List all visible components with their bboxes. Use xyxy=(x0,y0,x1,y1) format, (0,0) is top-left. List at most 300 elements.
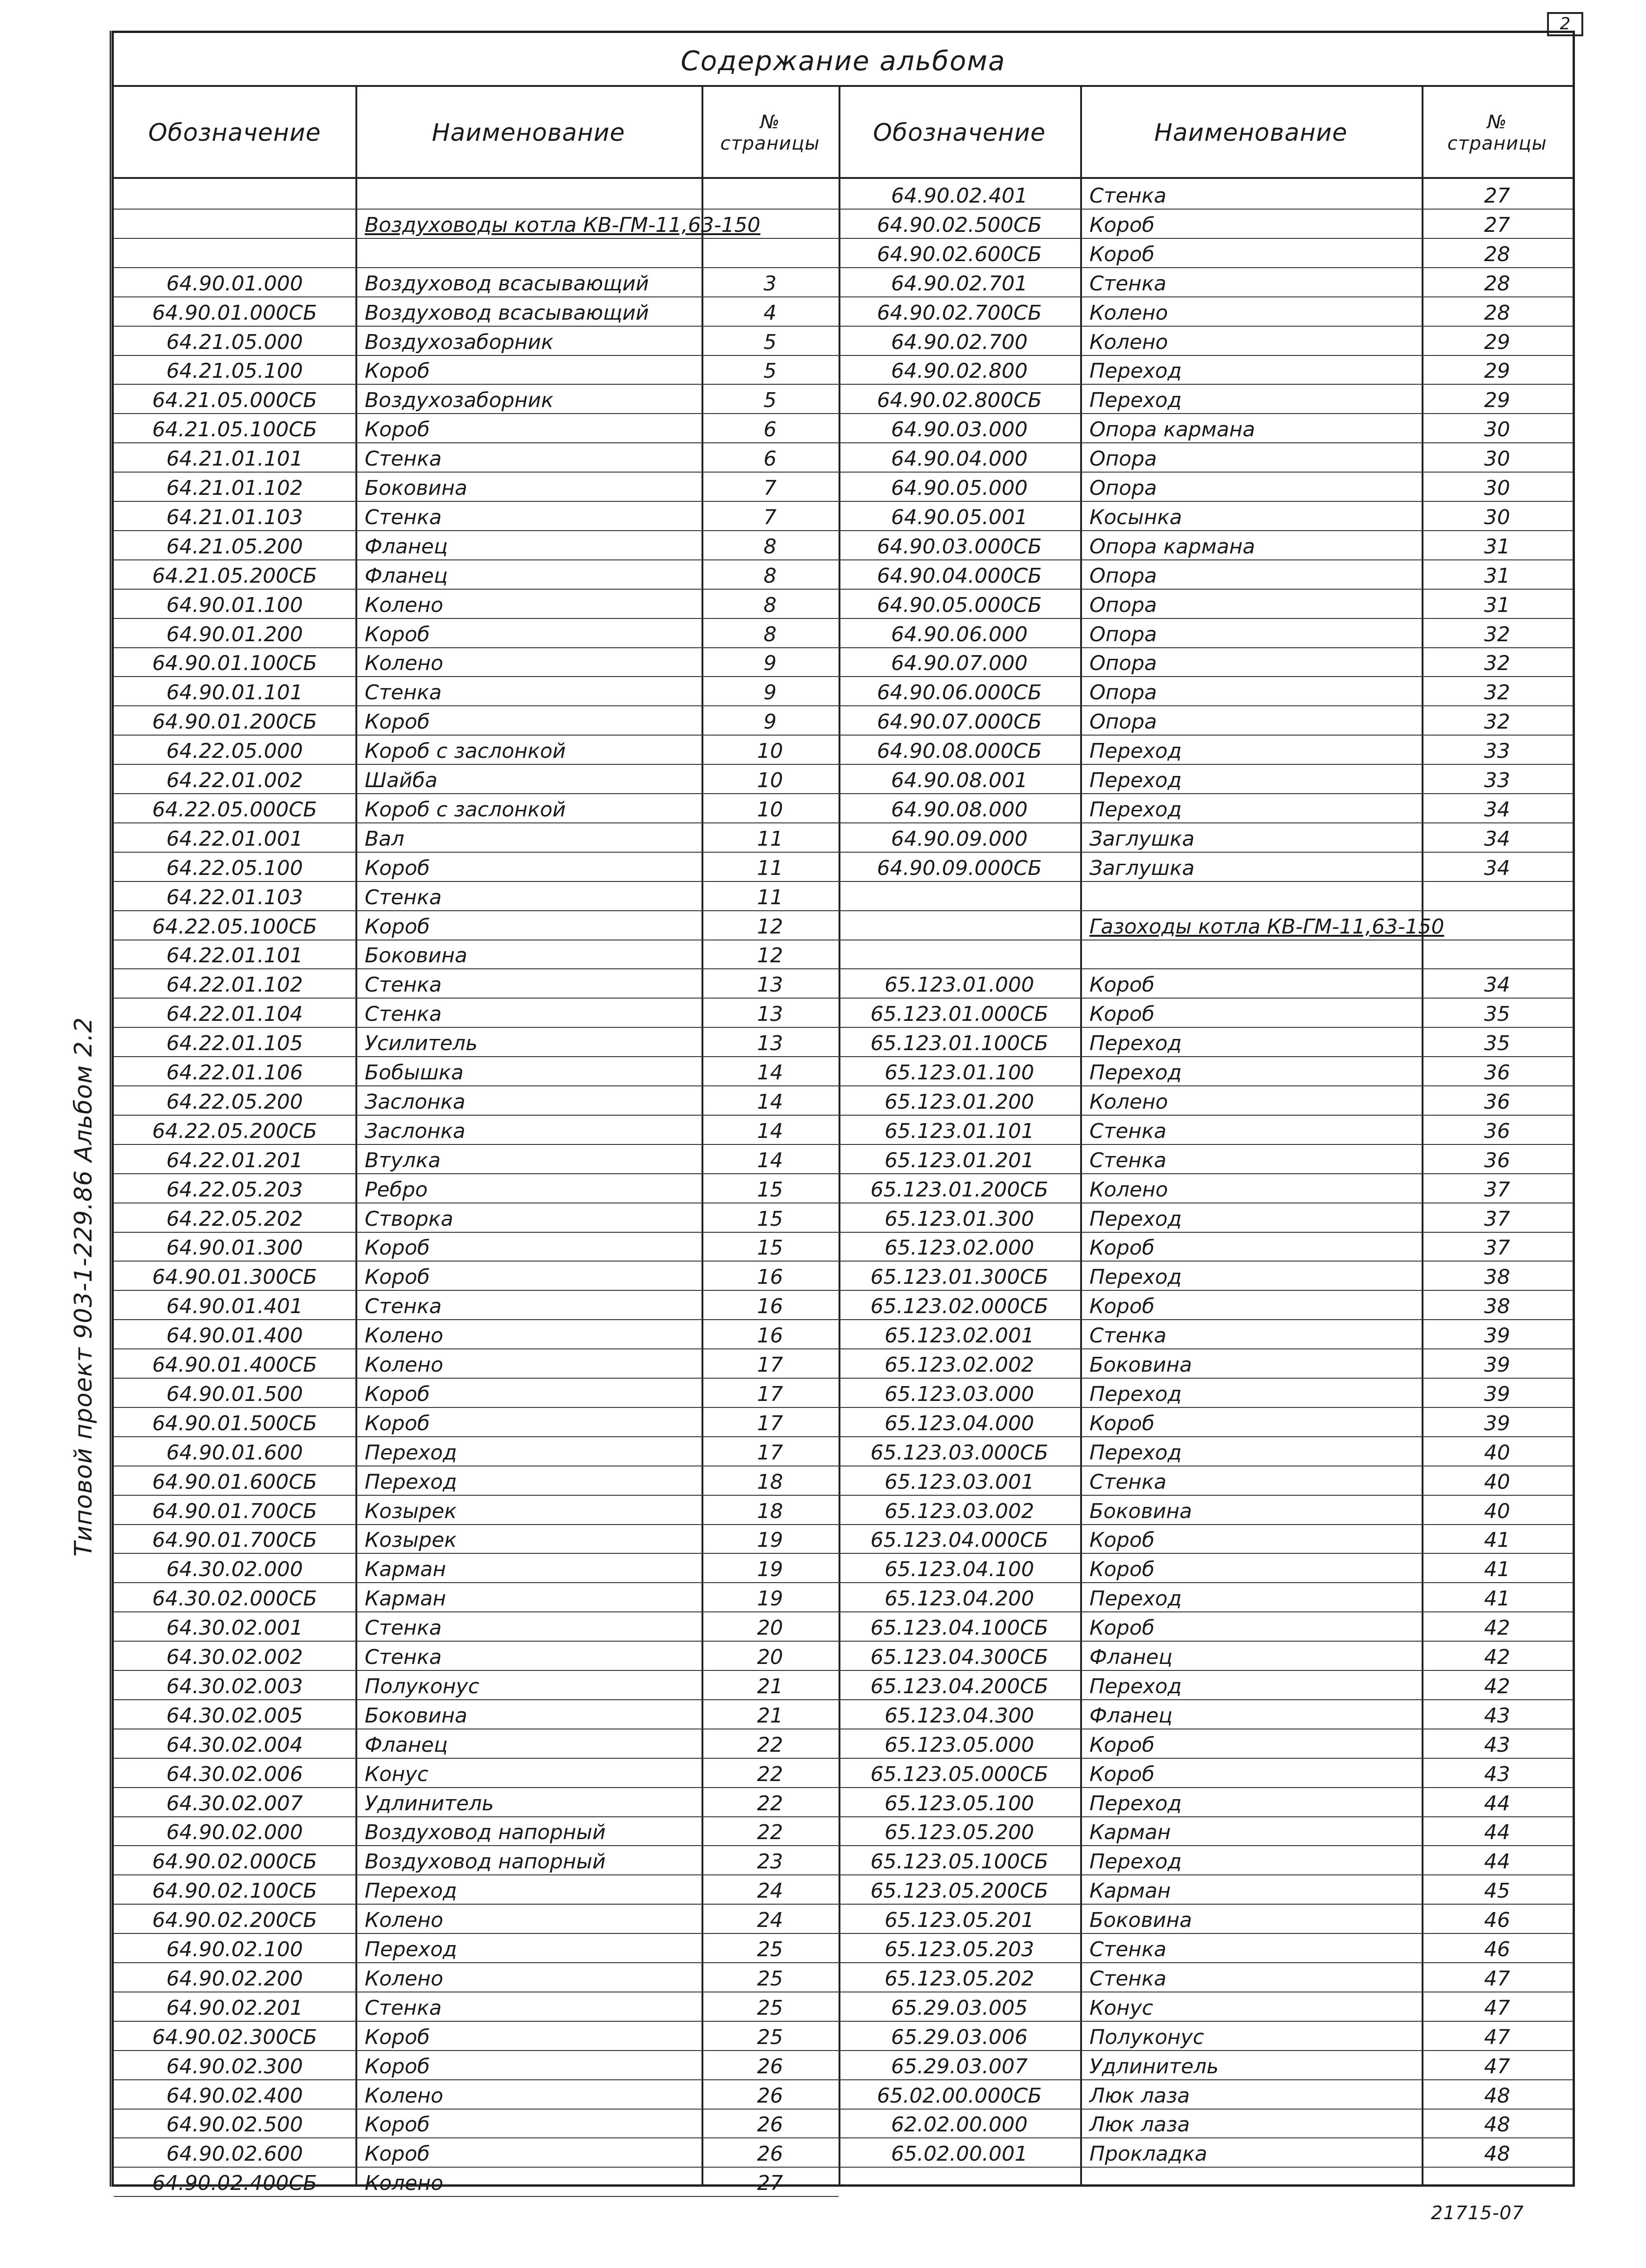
table-row xyxy=(114,1027,839,1057)
row-page-number: 28 xyxy=(1484,301,1510,325)
row-designation: 64.90.04.000 xyxy=(891,447,1028,471)
row-name: Короб xyxy=(365,710,430,734)
row-name: Заслонка xyxy=(365,1119,466,1143)
row-page-number: 30 xyxy=(1484,476,1510,500)
row-name: Карман xyxy=(1089,1879,1171,1903)
row-page-number: 47 xyxy=(1484,1966,1510,1991)
row-page-number: 36 xyxy=(1484,1061,1510,1085)
row-page-number: 32 xyxy=(1484,710,1510,734)
row-designation: 65.123.05.200 xyxy=(885,1821,1034,1845)
table-row xyxy=(839,1466,1573,1496)
row-designation: 64.90.02.100 xyxy=(166,1938,303,1961)
table-row xyxy=(839,1524,1573,1554)
row-page-number: 32 xyxy=(1484,622,1510,646)
table-row xyxy=(114,1933,839,1963)
table-row xyxy=(839,1027,1573,1057)
row-designation: 64.90.08.000СБ xyxy=(877,739,1042,763)
row-designation: 64.90.01.600 xyxy=(166,1440,303,1465)
row-designation: 65.123.01.100СБ xyxy=(870,1032,1049,1056)
section-heading: Воздуховоды котла КВ-ГМ-11,63-150 xyxy=(365,213,761,237)
row-designation: 65.123.05.200СБ xyxy=(870,1879,1049,1903)
side-rule xyxy=(110,31,111,2187)
row-page-number: 47 xyxy=(1484,1996,1510,2020)
row-page-number xyxy=(1422,911,1573,940)
row-page-number: 25 xyxy=(757,2025,783,2049)
row-designation: 64.90.03.000 xyxy=(891,418,1028,442)
row-page-number: 30 xyxy=(1484,418,1510,442)
table-row xyxy=(114,1232,839,1262)
row-name: Короб xyxy=(365,2113,430,2137)
row-name: Короб xyxy=(365,1411,430,1435)
contents-table xyxy=(111,31,1575,2196)
row-name: Короб xyxy=(365,622,430,646)
row-page-number: 22 xyxy=(757,1791,783,1815)
row-designation: 65.29.03.006 xyxy=(891,2025,1028,2049)
row-name: Козырек xyxy=(365,1528,457,1552)
row-designation: 64.30.02.006 xyxy=(166,1762,303,1786)
row-name: Опора кармана xyxy=(1089,534,1255,559)
row-designation: 65.123.05.202 xyxy=(885,1966,1034,1991)
row-page-number: 8 xyxy=(763,534,777,559)
row-designation: 65.123.05.000 xyxy=(885,1733,1034,1757)
row-designation: 64.90.09.000 xyxy=(891,827,1028,851)
row-designation: 64.22.05.100СБ xyxy=(152,914,317,939)
row-designation: 65.123.03.001 xyxy=(885,1470,1034,1494)
row-designation: 65.29.03.005 xyxy=(891,1996,1028,2020)
table-row xyxy=(839,823,1573,853)
row-designation: 64.90.02.600 xyxy=(166,2142,303,2166)
table-row xyxy=(114,1670,839,1700)
row-designation: 65.123.01.100 xyxy=(885,1061,1034,1085)
row-name: Боковина xyxy=(365,1703,467,1728)
row-page-number: 25 xyxy=(757,1966,783,1991)
row-page-number: 35 xyxy=(1484,1002,1510,1026)
table-row xyxy=(114,998,839,1028)
row-name: Переход xyxy=(1089,1587,1182,1611)
row-page-number: 8 xyxy=(763,622,777,646)
row-designation: 64.22.01.103 xyxy=(166,885,303,909)
row-designation xyxy=(839,911,1080,940)
table-row xyxy=(839,1758,1573,1788)
row-page-number: 26 xyxy=(757,2054,783,2078)
table-row xyxy=(114,1349,839,1379)
row-name: Колено xyxy=(1089,1090,1168,1114)
row-page-number: 48 xyxy=(1484,2084,1510,2108)
row-name: Переход xyxy=(365,1440,457,1465)
table-row xyxy=(114,384,839,414)
row-designation: 65.123.04.200СБ xyxy=(870,1674,1049,1698)
row-name xyxy=(355,180,702,209)
header-page-number-sign: № xyxy=(760,112,780,133)
row-designation xyxy=(839,881,1080,910)
table-row xyxy=(839,1875,1573,1905)
row-designation: 64.22.01.105 xyxy=(166,1032,303,1056)
table-row xyxy=(839,998,1573,1028)
row-page-number: 30 xyxy=(1484,447,1510,471)
table-row xyxy=(839,940,1573,969)
row-designation xyxy=(839,940,1080,968)
row-page-number xyxy=(1422,881,1573,910)
row-page-number: 11 xyxy=(757,885,783,909)
row-designation: 64.22.05.200 xyxy=(166,1090,303,1114)
row-page-number: 46 xyxy=(1484,1938,1510,1961)
row-name: Колено xyxy=(365,1966,444,1991)
row-name: Переход xyxy=(1089,1382,1182,1406)
row-name: Короб xyxy=(365,1382,430,1406)
row-page-number: 16 xyxy=(757,1295,783,1319)
row-name xyxy=(1080,881,1422,910)
row-name: Колено xyxy=(1089,330,1168,354)
row-name: Воздухозаборник xyxy=(365,388,554,413)
row-designation: 62.02.00.000 xyxy=(891,2113,1028,2137)
row-name: Стенка xyxy=(365,1616,442,1640)
page-title: Содержание альбома xyxy=(681,45,1006,77)
row-page-number: 26 xyxy=(757,2113,783,2137)
table-row xyxy=(839,1583,1573,1612)
row-page-number: 36 xyxy=(1484,1119,1510,1143)
table-row xyxy=(839,1086,1573,1116)
row-designation: 64.90.04.000СБ xyxy=(877,564,1042,588)
row-name: Прокладка xyxy=(1089,2142,1207,2166)
row-name xyxy=(1080,940,1422,968)
row-designation: 64.90.06.000СБ xyxy=(877,681,1042,705)
table-row xyxy=(114,735,839,765)
table-row xyxy=(839,1144,1573,1174)
row-page-number: 11 xyxy=(757,856,783,880)
row-name: Опора xyxy=(1089,681,1157,705)
row-page-number: 10 xyxy=(757,739,783,763)
row-designation: 64.90.02.701 xyxy=(891,271,1028,296)
row-designation: 65.123.03.002 xyxy=(885,1499,1034,1523)
table-row xyxy=(839,794,1573,823)
row-page-number: 12 xyxy=(757,914,783,939)
table-row xyxy=(839,647,1573,677)
table-row xyxy=(839,1670,1573,1700)
row-page-number: 38 xyxy=(1484,1295,1510,1319)
row-page-number: 7 xyxy=(763,505,777,529)
table-row xyxy=(839,2051,1573,2080)
table-row xyxy=(839,881,1573,911)
row-designation: 64.90.02.700СБ xyxy=(877,301,1042,325)
table-row xyxy=(839,1788,1573,1817)
table-row xyxy=(114,1115,839,1145)
table-row xyxy=(114,881,839,911)
row-designation: 64.30.02.003 xyxy=(166,1674,303,1698)
table-row xyxy=(114,764,839,794)
table-row xyxy=(114,2021,839,2051)
row-name: Короб с заслонкой xyxy=(365,739,566,763)
table-row xyxy=(114,1788,839,1817)
header-name-right: Наименование xyxy=(1154,119,1348,147)
row-name: Полуконус xyxy=(1089,2025,1204,2049)
row-designation: 65.123.02.001 xyxy=(885,1324,1034,1348)
row-name: Опора xyxy=(1089,622,1157,646)
row-page-number: 5 xyxy=(763,388,777,413)
row-page-number: 16 xyxy=(757,1265,783,1289)
table-row xyxy=(839,1320,1573,1349)
row-page-number: 41 xyxy=(1484,1587,1510,1611)
row-designation: 64.90.02.200СБ xyxy=(152,1908,317,1933)
row-designation: 64.30.02.000СБ xyxy=(152,1587,317,1611)
row-designation: 64.30.02.002 xyxy=(166,1645,303,1669)
row-page-number: 14 xyxy=(757,1061,783,1085)
row-designation: 64.30.02.004 xyxy=(166,1733,303,1757)
row-designation: 64.90.01.200СБ xyxy=(152,710,317,734)
row-name: Короб xyxy=(365,1236,430,1260)
row-page-number: 34 xyxy=(1484,973,1510,997)
table-row xyxy=(839,326,1573,356)
row-name: Боковина xyxy=(1089,1353,1192,1377)
row-name: Переход xyxy=(365,1879,457,1903)
table-row xyxy=(839,1904,1573,1934)
table-row xyxy=(114,1320,839,1349)
row-name: Переход xyxy=(1089,1440,1182,1465)
row-designation: 64.90.01.401 xyxy=(166,1295,303,1319)
row-page-number: 28 xyxy=(1484,242,1510,266)
row-designation: 64.90.01.300 xyxy=(166,1236,303,1260)
row-name: Заслонка xyxy=(365,1090,466,1114)
table-row xyxy=(114,940,839,969)
row-name: Короб xyxy=(1089,1411,1155,1435)
row-name: Заглушка xyxy=(1089,856,1195,880)
row-designation: 64.90.05.000 xyxy=(891,476,1028,500)
table-row xyxy=(839,443,1573,473)
row-name: Стенка xyxy=(1089,1470,1167,1494)
row-page-number: 27 xyxy=(757,2171,783,2196)
row-page-number: 10 xyxy=(757,797,783,822)
row-designation: 64.90.02.000 xyxy=(166,1821,303,1845)
table-row xyxy=(114,414,839,443)
row-name: Косынка xyxy=(1089,505,1182,529)
table-row xyxy=(839,2109,1573,2138)
row-page-number: 21 xyxy=(757,1703,783,1728)
row-name: Полуконус xyxy=(365,1674,479,1698)
row-designation: 64.22.01.001 xyxy=(166,827,303,851)
table-row xyxy=(114,1904,839,1934)
table-row xyxy=(839,589,1573,619)
row-designation: 64.22.01.201 xyxy=(166,1148,303,1172)
row-designation: 65.123.05.000СБ xyxy=(870,1762,1049,1786)
row-designation: 64.90.06.000 xyxy=(891,622,1028,646)
row-name: Карман xyxy=(365,1587,446,1611)
row-page-number: 15 xyxy=(757,1236,783,1260)
table-row xyxy=(839,1115,1573,1145)
row-designation: 64.90.01.101 xyxy=(166,681,303,705)
row-page-number: 9 xyxy=(763,681,777,705)
row-designation: 64.90.02.800СБ xyxy=(877,388,1042,413)
table-row xyxy=(114,1553,839,1583)
row-designation xyxy=(114,209,355,238)
table-row xyxy=(114,268,839,297)
row-designation xyxy=(114,238,355,267)
row-name: Конус xyxy=(1089,1996,1154,2020)
row-page-number: 24 xyxy=(757,1879,783,1903)
row-designation: 64.90.01.100СБ xyxy=(152,651,317,676)
table-row xyxy=(114,180,839,210)
table-row xyxy=(839,238,1573,268)
table-row xyxy=(114,1583,839,1612)
table-row xyxy=(114,794,839,823)
row-page-number: 17 xyxy=(757,1440,783,1465)
row-name: Короб с заслонкой xyxy=(365,797,566,822)
table-row xyxy=(839,764,1573,794)
row-name: Колено xyxy=(365,651,444,676)
row-designation: 65.123.02.000 xyxy=(885,1236,1034,1260)
table-row xyxy=(114,911,839,940)
row-name: Стенка xyxy=(1089,184,1167,208)
row-designation: 64.90.02.401 xyxy=(891,184,1028,208)
table-row xyxy=(114,1963,839,1992)
row-page-number: 36 xyxy=(1484,1148,1510,1172)
row-designation: 64.90.01.100 xyxy=(166,593,303,617)
table-row xyxy=(839,1437,1573,1466)
row-name: Стенка xyxy=(365,973,442,997)
row-page-number: 47 xyxy=(1484,2054,1510,2078)
row-designation: 64.90.01.600СБ xyxy=(152,1470,317,1494)
table-row xyxy=(839,1349,1573,1379)
table-row xyxy=(839,618,1573,648)
row-page-number: 45 xyxy=(1484,1879,1510,1903)
table-row xyxy=(839,911,1573,940)
row-name: Короб xyxy=(1089,242,1155,266)
row-page-number: 20 xyxy=(757,1645,783,1669)
row-designation: 64.30.02.005 xyxy=(166,1703,303,1728)
table-row xyxy=(114,1174,839,1203)
row-page-number: 4 xyxy=(763,301,777,325)
row-page-number: 6 xyxy=(763,418,777,442)
row-designation: 64.22.01.106 xyxy=(166,1061,303,1085)
row-name: Короб xyxy=(1089,1733,1155,1757)
row-designation: 64.90.02.400 xyxy=(166,2084,303,2108)
row-designation: 65.123.01.300 xyxy=(885,1207,1034,1231)
row-designation: 64.90.02.800 xyxy=(891,359,1028,383)
row-designation: 64.90.07.000 xyxy=(891,651,1028,676)
row-page-number: 37 xyxy=(1484,1236,1510,1260)
table-row xyxy=(839,706,1573,736)
row-designation: 64.90.01.000 xyxy=(166,271,303,296)
row-name: Колено xyxy=(365,2084,444,2108)
row-page-number xyxy=(702,238,839,267)
row-name: Короб xyxy=(365,359,430,383)
row-name: Опора кармана xyxy=(1089,418,1255,442)
row-name: Ребро xyxy=(365,1177,428,1202)
row-designation: 64.30.02.007 xyxy=(166,1791,303,1815)
row-designation: 65.123.05.100 xyxy=(885,1791,1034,1815)
row-name: Переход xyxy=(1089,359,1182,383)
row-page-number: 23 xyxy=(757,1850,783,1874)
table-row xyxy=(839,1174,1573,1203)
row-designation: 64.90.02.300СБ xyxy=(152,2025,317,2049)
row-name: Усилитель xyxy=(365,1032,478,1056)
table-row xyxy=(114,560,839,590)
row-name: Удлинитель xyxy=(1089,2054,1219,2078)
row-designation: 65.123.04.000 xyxy=(885,1411,1034,1435)
row-page-number: 42 xyxy=(1484,1645,1510,1669)
row-page-number: 20 xyxy=(757,1616,783,1640)
table-row xyxy=(114,531,839,560)
table-row xyxy=(839,180,1573,210)
row-name: Боковина xyxy=(1089,1499,1192,1523)
table-row xyxy=(839,1816,1573,1846)
row-name: Воздуховод всасывающий xyxy=(365,301,649,325)
row-page-number: 40 xyxy=(1484,1470,1510,1494)
row-name: Переход xyxy=(1089,769,1182,792)
row-name: Стенка xyxy=(365,505,442,529)
row-designation: 64.21.05.000 xyxy=(166,330,303,354)
row-page-number: 39 xyxy=(1484,1353,1510,1377)
row-designation: 64.90.01.700СБ xyxy=(152,1528,317,1552)
table-row xyxy=(114,2138,839,2168)
row-name: Опора xyxy=(1089,447,1157,471)
row-name: Переход xyxy=(1089,1061,1182,1085)
row-designation: 64.90.01.300СБ xyxy=(152,1265,317,1289)
row-page-number: 29 xyxy=(1484,388,1510,413)
row-designation: 65.123.04.200 xyxy=(885,1587,1034,1611)
header-name-left: Наименование xyxy=(432,119,625,147)
table-row xyxy=(839,560,1573,590)
row-designation: 64.21.01.102 xyxy=(166,476,303,500)
row-name: Стенка xyxy=(1089,1324,1167,1348)
row-page-number: 31 xyxy=(1484,593,1510,617)
table-row xyxy=(114,1407,839,1437)
row-designation: 65.123.04.100СБ xyxy=(870,1616,1049,1640)
row-name xyxy=(355,238,702,267)
row-name: Фланец xyxy=(365,564,448,588)
row-designation: 65.123.02.002 xyxy=(885,1353,1034,1377)
table-row xyxy=(114,2167,839,2197)
row-page-number: 6 xyxy=(763,447,777,471)
archive-stamp: 21715-07 xyxy=(1431,2202,1524,2224)
title-divider xyxy=(114,85,1573,87)
row-designation: 64.22.05.000СБ xyxy=(152,797,317,822)
row-designation: 64.90.02.300 xyxy=(166,2054,303,2078)
row-designation: 64.22.05.203 xyxy=(166,1177,303,1202)
row-designation: 64.21.05.000СБ xyxy=(152,388,317,413)
table-row xyxy=(839,852,1573,882)
table-row xyxy=(114,2109,839,2138)
row-designation: 64.90.08.001 xyxy=(891,769,1028,792)
row-page-number: 42 xyxy=(1484,1616,1510,1640)
row-name: Короб xyxy=(1089,1295,1155,1319)
row-page-number: 13 xyxy=(757,1002,783,1026)
row-page-number: 42 xyxy=(1484,1674,1510,1698)
row-page-number: 22 xyxy=(757,1821,783,1845)
row-designation: 65.123.01.101 xyxy=(885,1119,1034,1143)
table-row xyxy=(839,2080,1573,2110)
table-row xyxy=(839,501,1573,531)
row-name: Переход xyxy=(1089,1791,1182,1815)
table-row xyxy=(839,414,1573,443)
row-page-number: 17 xyxy=(757,1411,783,1435)
table-row xyxy=(114,1612,839,1642)
row-designation: 65.123.01.000 xyxy=(885,973,1034,997)
table-row xyxy=(839,209,1573,239)
row-page-number: 35 xyxy=(1484,1032,1510,1056)
row-designation: 64.21.05.100СБ xyxy=(152,418,317,442)
row-page-number: 5 xyxy=(763,359,777,383)
row-designation: 64.21.01.101 xyxy=(166,447,303,471)
row-name: Переход xyxy=(1089,388,1182,413)
row-page-number: 19 xyxy=(757,1587,783,1611)
header-page-left xyxy=(702,89,839,177)
row-designation: 64.90.08.000 xyxy=(891,797,1028,822)
row-name: Стенка xyxy=(1089,1148,1167,1172)
row-page-number: 9 xyxy=(763,710,777,734)
table-row xyxy=(114,472,839,502)
row-page-number: 18 xyxy=(757,1499,783,1523)
row-name: Стенка xyxy=(365,885,442,909)
row-name: Короб xyxy=(1089,1616,1155,1640)
